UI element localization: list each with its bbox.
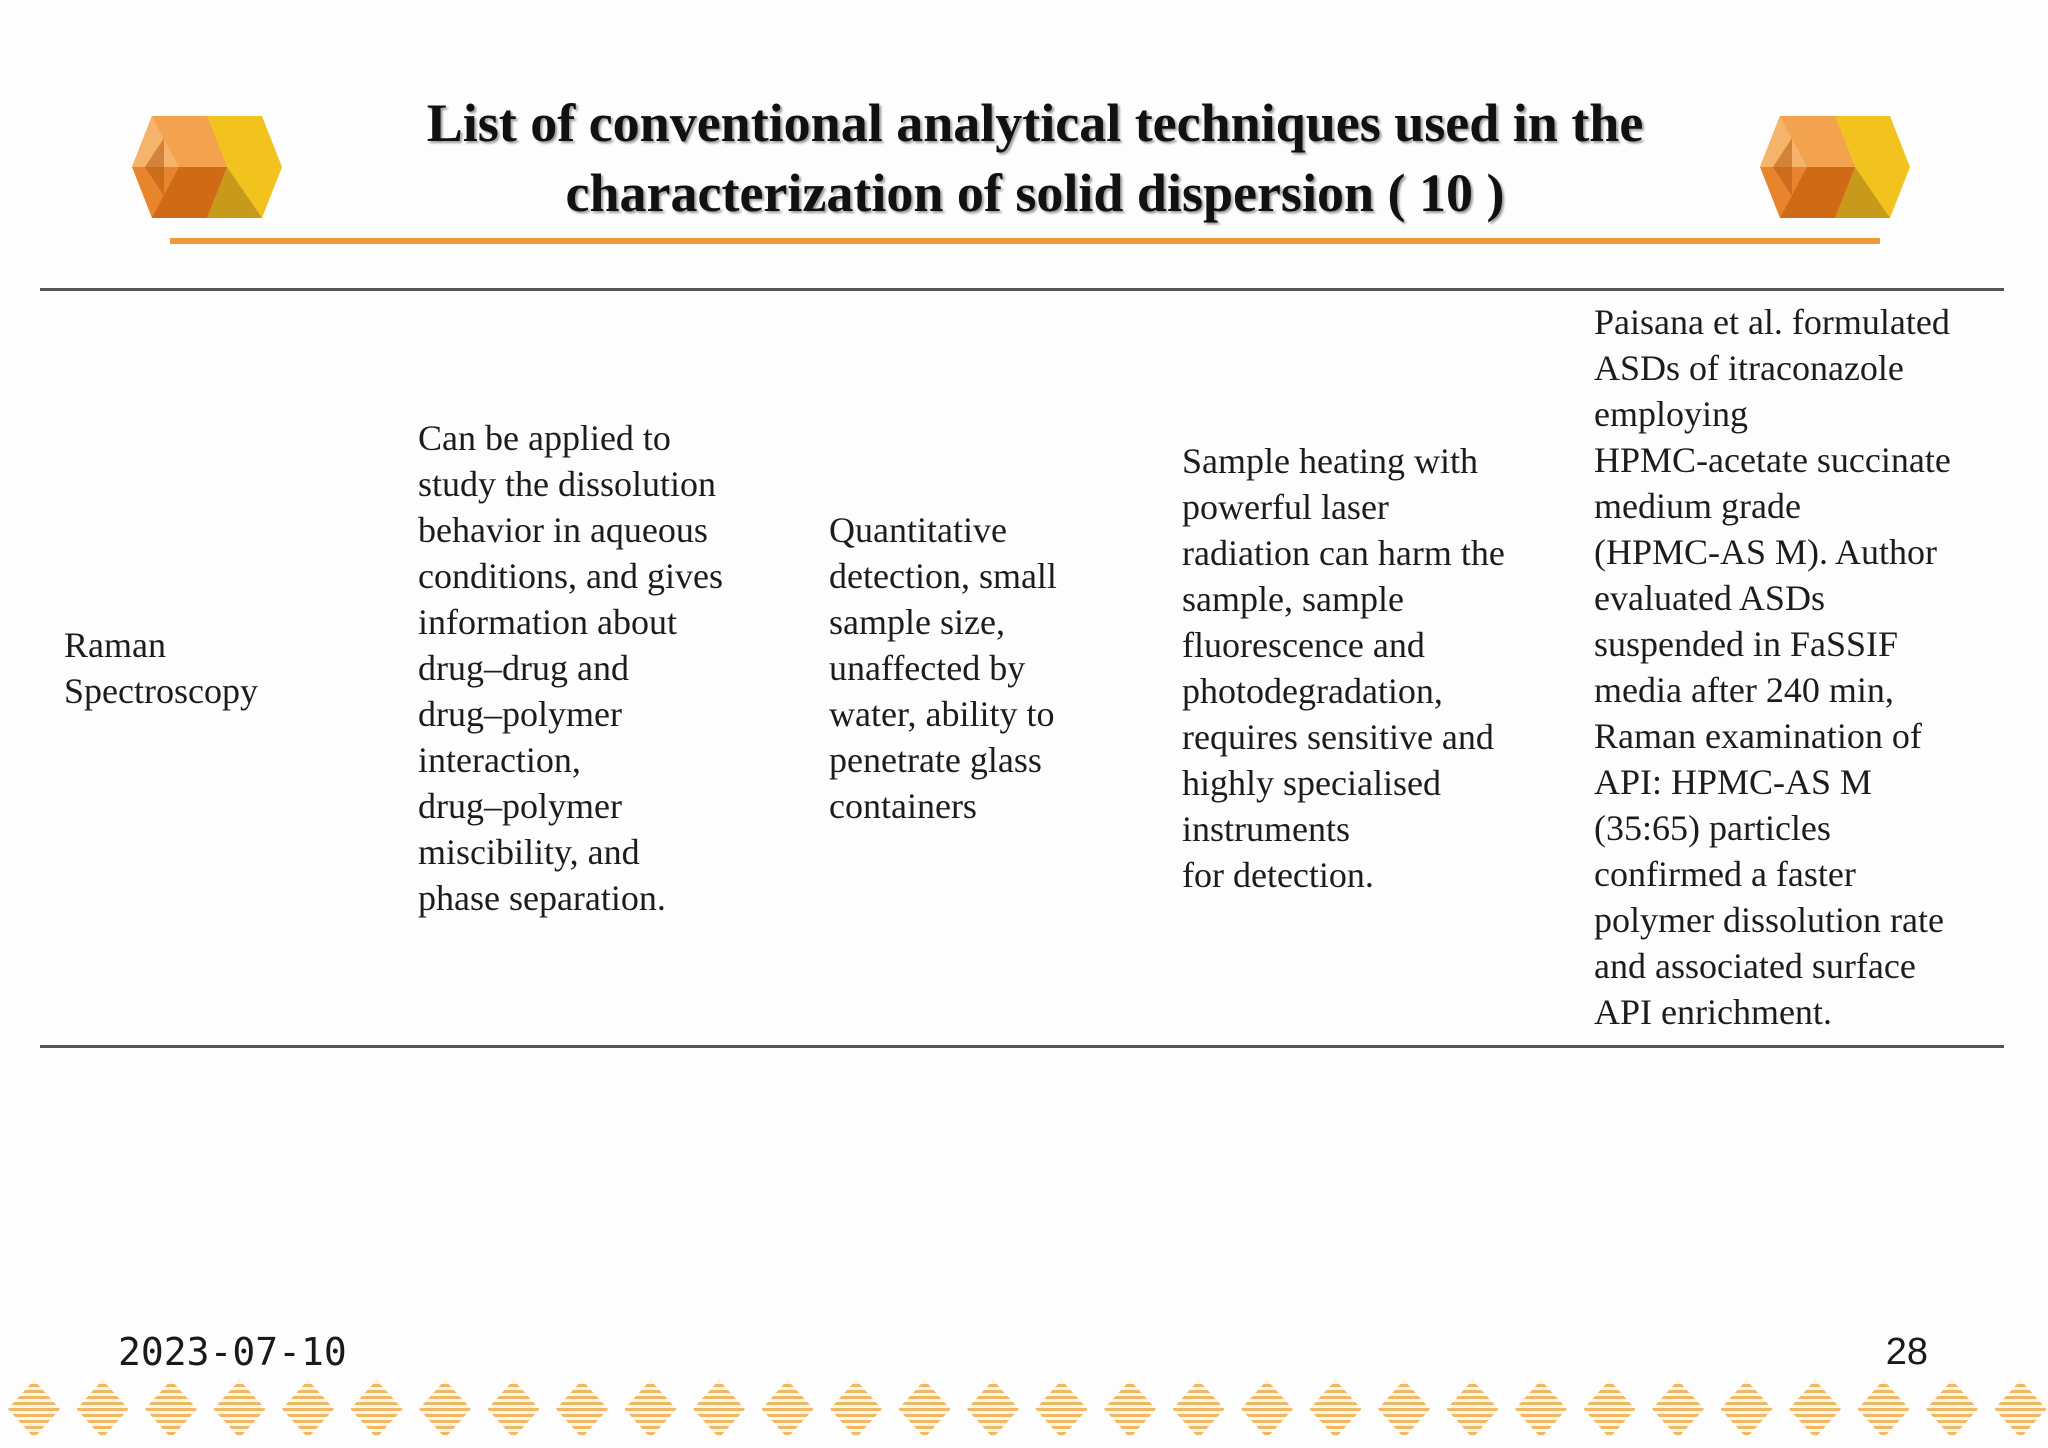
cell-advantages-line: Quantitative	[829, 510, 1007, 550]
slide-title	[300, 88, 1770, 228]
cell-example-line: Raman examination of	[1594, 716, 1922, 756]
footer-diamond-icon	[1584, 1380, 1636, 1438]
cell-disadvantages-line: Sample heating with	[1182, 441, 1478, 481]
footer-diamond-icon	[1721, 1380, 1773, 1438]
footer-diamond-icon	[488, 1380, 540, 1438]
footer-diamond-icon	[830, 1380, 882, 1438]
cell-disadvantages-line: powerful laser	[1182, 487, 1389, 527]
footer-date: 2023-07-10	[118, 1330, 347, 1374]
page-number: 28	[1885, 1331, 1928, 1373]
cell-application-line: drug–polymer	[418, 786, 622, 826]
cell-disadvantages-line: highly specialised	[1182, 763, 1441, 803]
footer-diamond-icon	[1789, 1380, 1841, 1438]
slide-title-line-2: characterization of solid dispersion ( 10 )	[565, 163, 1505, 223]
cell-disadvantages-line: requires sensitive and	[1182, 717, 1494, 757]
cell-advantages-line: unaffected by	[829, 648, 1026, 688]
cell-example-line: Paisana et al. formulated	[1594, 302, 1950, 342]
cell-application-line: conditions, and gives	[418, 556, 723, 596]
table-top-border	[40, 288, 2004, 291]
cell-advantages	[829, 507, 1057, 829]
cell-advantages-line: penetrate glass	[829, 740, 1042, 780]
cell-example-line: ASDs of itraconazole	[1594, 348, 1904, 388]
footer-diamond-icon	[1104, 1380, 1156, 1438]
footer-diamond-icon	[1036, 1380, 1088, 1438]
footer-diamond-icon	[145, 1380, 197, 1438]
cell-application-line: behavior in aqueous	[418, 510, 708, 550]
footer-diamond-icon	[77, 1380, 129, 1438]
cell-example-line: suspended in FaSSIF	[1594, 624, 1899, 664]
cell-technique-line: Spectroscopy	[64, 671, 258, 711]
cell-application-line: phase separation.	[418, 878, 666, 918]
footer-diamond-icon	[8, 1380, 60, 1438]
footer-diamond-icon	[282, 1380, 334, 1438]
footer-diamond-icon	[1515, 1380, 1567, 1438]
cell-example-line: (HPMC-AS M). Author	[1594, 532, 1938, 572]
cell-advantages-line: sample size,	[829, 602, 1005, 642]
cell-example-line: confirmed a faster	[1594, 854, 1856, 894]
footer-diamond-icon	[899, 1380, 951, 1438]
cell-application-line: Can be applied to	[418, 418, 671, 458]
footer-diamond-icon	[1310, 1380, 1362, 1438]
cell-disadvantages-line: for detection.	[1182, 855, 1374, 895]
slide-title-line-1: List of conventional analytical techniques used in the	[426, 93, 1644, 153]
footer-diamond-icon	[1378, 1380, 1430, 1438]
cell-example-line: and associated surface	[1594, 946, 1916, 986]
cell-example-line: API enrichment.	[1594, 992, 1832, 1032]
cell-advantages-line: water, ability to	[829, 694, 1055, 734]
footer-diamond-icon	[1173, 1380, 1225, 1438]
footer-diamond-icon	[1926, 1380, 1978, 1438]
cell-example-line: evaluated ASDs	[1594, 578, 1825, 618]
footer-diamond-icon	[351, 1380, 403, 1438]
cell-application-line: interaction,	[418, 740, 581, 780]
footer-diamond-icon	[1995, 1380, 2047, 1438]
cell-technique-line: Raman	[64, 625, 166, 665]
cell-example-line: employing	[1594, 394, 1748, 434]
footer-diamond-icon	[693, 1380, 745, 1438]
cell-disadvantages-line: instruments	[1182, 809, 1350, 849]
cell-disadvantages-line: fluorescence and	[1182, 625, 1425, 665]
cell-application-line: information about	[418, 602, 677, 642]
footer-diamond-icon	[1858, 1380, 1910, 1438]
cell-example-line: media after 240 min,	[1594, 670, 1894, 710]
cell-example-line: API: HPMC-AS M	[1594, 762, 1873, 802]
cell-advantages-line: containers	[829, 786, 977, 826]
footer-diamond-icon	[1241, 1380, 1293, 1438]
footer-diamond-icon	[967, 1380, 1019, 1438]
cell-disadvantages-line: photodegradation,	[1182, 671, 1443, 711]
cell-example-line: HPMC-acetate succinate	[1594, 440, 1951, 480]
footer-diamond-icon	[556, 1380, 608, 1438]
cell-application-line: drug–drug and	[418, 648, 629, 688]
title-underline	[170, 238, 1880, 244]
cell-example	[1594, 299, 1951, 1035]
cell-disadvantages-line: radiation can harm the	[1182, 533, 1505, 573]
footer-diamond-icon	[762, 1380, 814, 1438]
cell-technique	[64, 622, 258, 714]
cell-disadvantages-line: sample, sample	[1182, 579, 1404, 619]
footer-diamond-icon	[419, 1380, 471, 1438]
cell-application	[418, 415, 723, 921]
cube-logo-right-icon	[1760, 108, 1910, 226]
footer-diamond-band	[0, 1378, 2048, 1440]
cell-application-line: study the dissolution	[418, 464, 717, 504]
cell-example-line: medium grade	[1594, 486, 1801, 526]
cell-disadvantages	[1182, 438, 1505, 898]
footer-diamond-icon	[625, 1380, 677, 1438]
footer-diamond-icon	[1447, 1380, 1499, 1438]
cell-application-line: drug–polymer	[418, 694, 622, 734]
cell-application-line: miscibility, and	[418, 832, 640, 872]
cube-logo-left-icon	[132, 108, 282, 226]
cell-advantages-line: detection, small	[829, 556, 1057, 596]
footer-diamond-icon	[1652, 1380, 1704, 1438]
footer-diamond-icon	[214, 1380, 266, 1438]
cell-example-line: (35:65) particles	[1594, 808, 1831, 848]
table-bottom-border	[40, 1045, 2004, 1048]
cell-example-line: polymer dissolution rate	[1594, 900, 1944, 940]
